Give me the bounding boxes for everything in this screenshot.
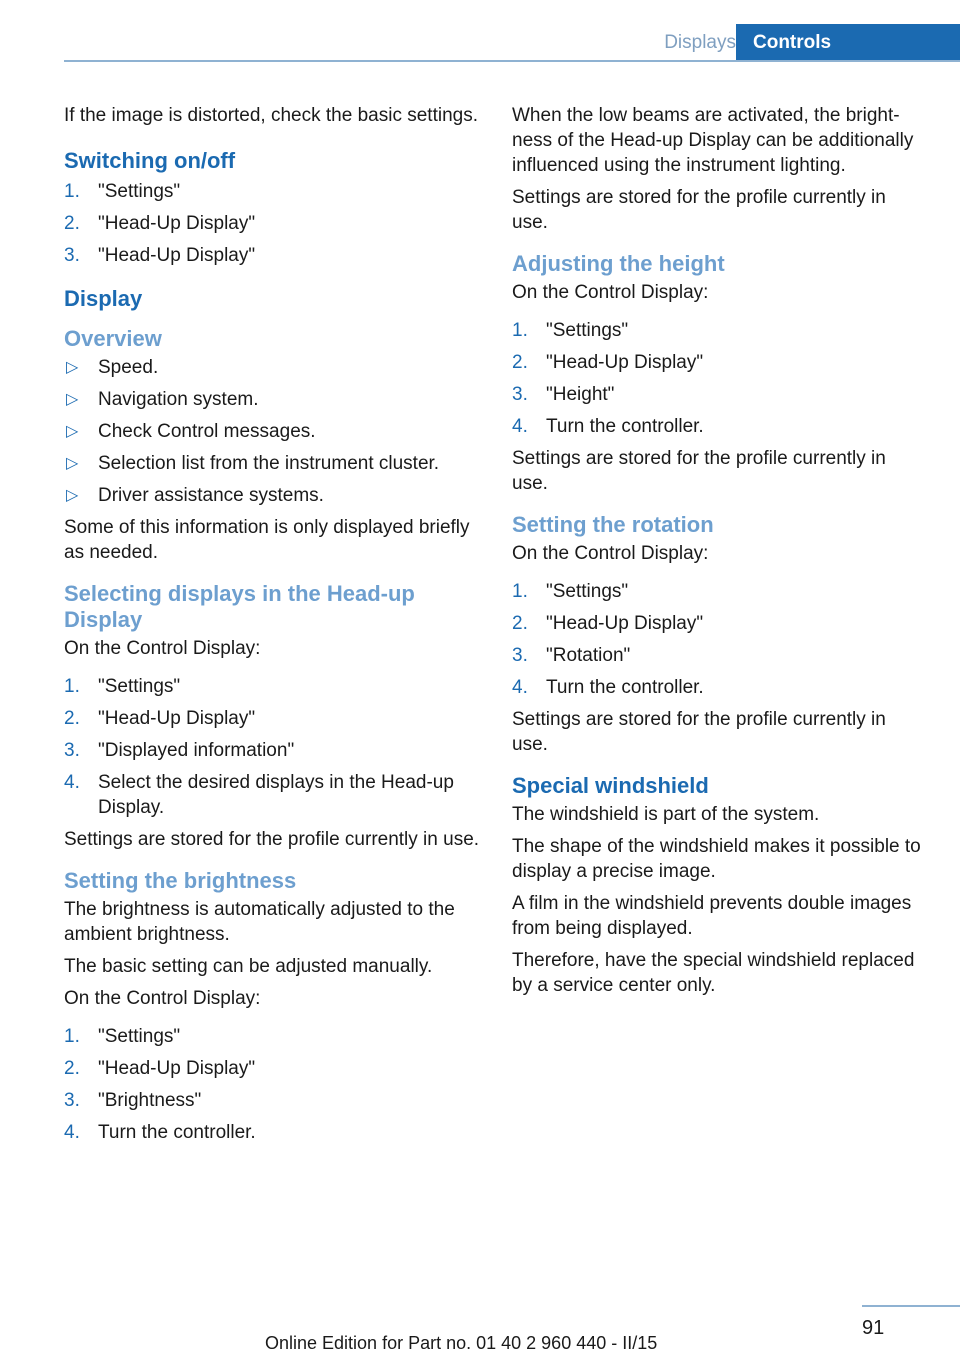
selecting-note: Settings are stored for the profile currently in use. — [64, 829, 480, 850]
item-text: Selection list from the instrument cluster. — [98, 453, 440, 474]
step-text: Turn the controller. — [546, 416, 704, 437]
list-item — [64, 1056, 484, 1081]
intro-paragraph: If the image is distorted, check the basic settings. — [64, 105, 478, 126]
selecting-steps — [64, 674, 484, 820]
step-number: 1. — [64, 181, 80, 202]
rotation-note: Settings are stored for the profile currently in use. — [512, 709, 886, 755]
brightness-paragraph-2: The basic setting can be adjusted manually. — [64, 956, 433, 977]
step-number: 3. — [512, 384, 528, 405]
list-item — [64, 179, 484, 204]
step-text: "Settings" — [98, 676, 181, 697]
windshield-paragraph-1: The windshield is part of the system. — [512, 804, 820, 825]
right-column — [512, 103, 924, 1005]
step-number: 2. — [64, 1058, 80, 1079]
step-text: "Head-Up Display" — [98, 708, 256, 729]
list-item — [64, 387, 484, 412]
height-note: Settings are stored for the profile currently in use. — [512, 448, 886, 494]
step-number: 4. — [512, 416, 528, 437]
item-text: Check Control messages. — [98, 421, 316, 442]
list-item — [64, 451, 484, 476]
step-text: Turn the controller. — [98, 1122, 256, 1143]
step-text: Turn the controller. — [546, 677, 704, 698]
brightness-lead: On the Control Display: — [64, 988, 261, 1009]
windshield-heading: Special windshield — [512, 773, 709, 798]
stored-note: Settings are stored for the profile currently in use. — [512, 187, 886, 233]
triangle-bullet-icon: ▷ — [66, 391, 79, 408]
list-item — [64, 355, 484, 380]
windshield-paragraph-2: The shape of the windshield makes it possible to display a precise image. — [512, 836, 921, 882]
list-item — [512, 675, 924, 700]
page-number: 91 — [862, 1317, 885, 1339]
list-item — [64, 738, 484, 763]
step-number: 4. — [512, 677, 528, 698]
list-item — [64, 211, 484, 236]
list-item — [64, 1088, 484, 1113]
triangle-bullet-icon: ▷ — [66, 423, 79, 440]
list-item — [64, 706, 484, 731]
left-column — [64, 103, 484, 1152]
list-item — [512, 611, 924, 636]
step-text: "Head-Up Display" — [98, 245, 256, 266]
list-item — [512, 318, 924, 343]
step-number: 3. — [64, 1090, 80, 1111]
header-rule — [64, 60, 960, 62]
triangle-bullet-icon: ▷ — [66, 359, 79, 376]
step-text: "Rotation" — [546, 645, 631, 666]
step-number: 4. — [64, 772, 80, 793]
step-text: "Settings" — [546, 581, 629, 602]
overview-list — [64, 355, 484, 508]
rotation-lead: On the Control Display: — [512, 543, 709, 564]
triangle-bullet-icon: ▷ — [66, 455, 79, 472]
step-number: 4. — [64, 1122, 80, 1143]
height-lead: On the Control Display: — [512, 282, 709, 303]
step-number: 2. — [64, 708, 80, 729]
list-item — [512, 414, 924, 439]
triangle-bullet-icon: ▷ — [66, 487, 79, 504]
step-text: "Head-Up Display" — [98, 213, 256, 234]
list-item — [64, 1120, 484, 1145]
height-heading: Adjusting the height — [512, 251, 725, 276]
list-item — [64, 770, 484, 820]
list-item — [64, 483, 484, 508]
list-item — [512, 382, 924, 407]
selecting-lead: On the Control Display: — [64, 638, 261, 659]
list-item — [512, 579, 924, 604]
header-chapter-tab: Controls — [736, 24, 960, 62]
list-item — [512, 643, 924, 668]
step-number: 2. — [512, 613, 528, 634]
step-number: 1. — [64, 1026, 80, 1047]
windshield-paragraph-3: A film in the windshield prevents double images from being displayed. — [512, 893, 912, 939]
list-item — [512, 350, 924, 375]
step-number: 3. — [64, 245, 80, 266]
brightness-paragraph-1: The brightness is automatically adjusted to the ambient brightness. — [64, 899, 455, 945]
step-number: 2. — [64, 213, 80, 234]
overview-heading: Overview — [64, 326, 162, 351]
step-text: "Head-Up Display" — [98, 1058, 256, 1079]
step-text: "Brightness" — [98, 1090, 202, 1111]
item-text: Navigation system. — [98, 389, 259, 410]
edition-footer: Online Edition for Part no. 01 40 2 960 440 - II/15 — [265, 1333, 658, 1353]
item-text: Speed. — [98, 357, 159, 378]
list-item — [64, 419, 484, 444]
lowbeams-paragraph: When the low beams are activated, the brightness of the Head-up Display can be additionally influenced using the instrument lighting. — [512, 105, 914, 176]
step-text: "Height" — [546, 384, 615, 405]
brightness-heading: Setting the brightness — [64, 868, 297, 893]
item-text: Driver assistance systems. — [98, 485, 324, 506]
header-section-tab: Displays — [664, 32, 736, 53]
step-number: 2. — [512, 352, 528, 373]
switching-steps — [64, 179, 484, 268]
windshield-paragraph-4: Therefore, have the special windshield replaced by a service center only. — [512, 950, 915, 996]
display-heading: Display — [64, 286, 143, 311]
step-text: "Settings" — [98, 1026, 181, 1047]
brightness-steps — [64, 1024, 484, 1145]
selecting-heading: Selecting displays in the Head-up Display — [64, 581, 415, 632]
rotation-steps — [512, 579, 924, 700]
rotation-heading: Setting the rotation — [512, 512, 714, 537]
footer-rule — [862, 1305, 960, 1307]
step-number: 3. — [512, 645, 528, 666]
step-number: 1. — [64, 676, 80, 697]
step-text: Select the desired displays in the Head-up Display. — [98, 772, 454, 818]
step-text: "Head-Up Display" — [546, 352, 704, 373]
step-text: "Displayed information" — [98, 740, 295, 761]
step-number: 1. — [512, 581, 528, 602]
switching-heading: Switching on/off — [64, 148, 236, 173]
step-text: "Settings" — [98, 181, 181, 202]
step-text: "Head-Up Display" — [546, 613, 704, 634]
step-number: 3. — [64, 740, 80, 761]
list-item — [64, 674, 484, 699]
step-number: 1. — [512, 320, 528, 341]
height-steps — [512, 318, 924, 439]
list-item — [64, 1024, 484, 1049]
step-text: "Settings" — [546, 320, 629, 341]
list-item — [64, 243, 484, 268]
overview-note: Some of this information is only displayed briefly as needed. — [64, 517, 470, 563]
